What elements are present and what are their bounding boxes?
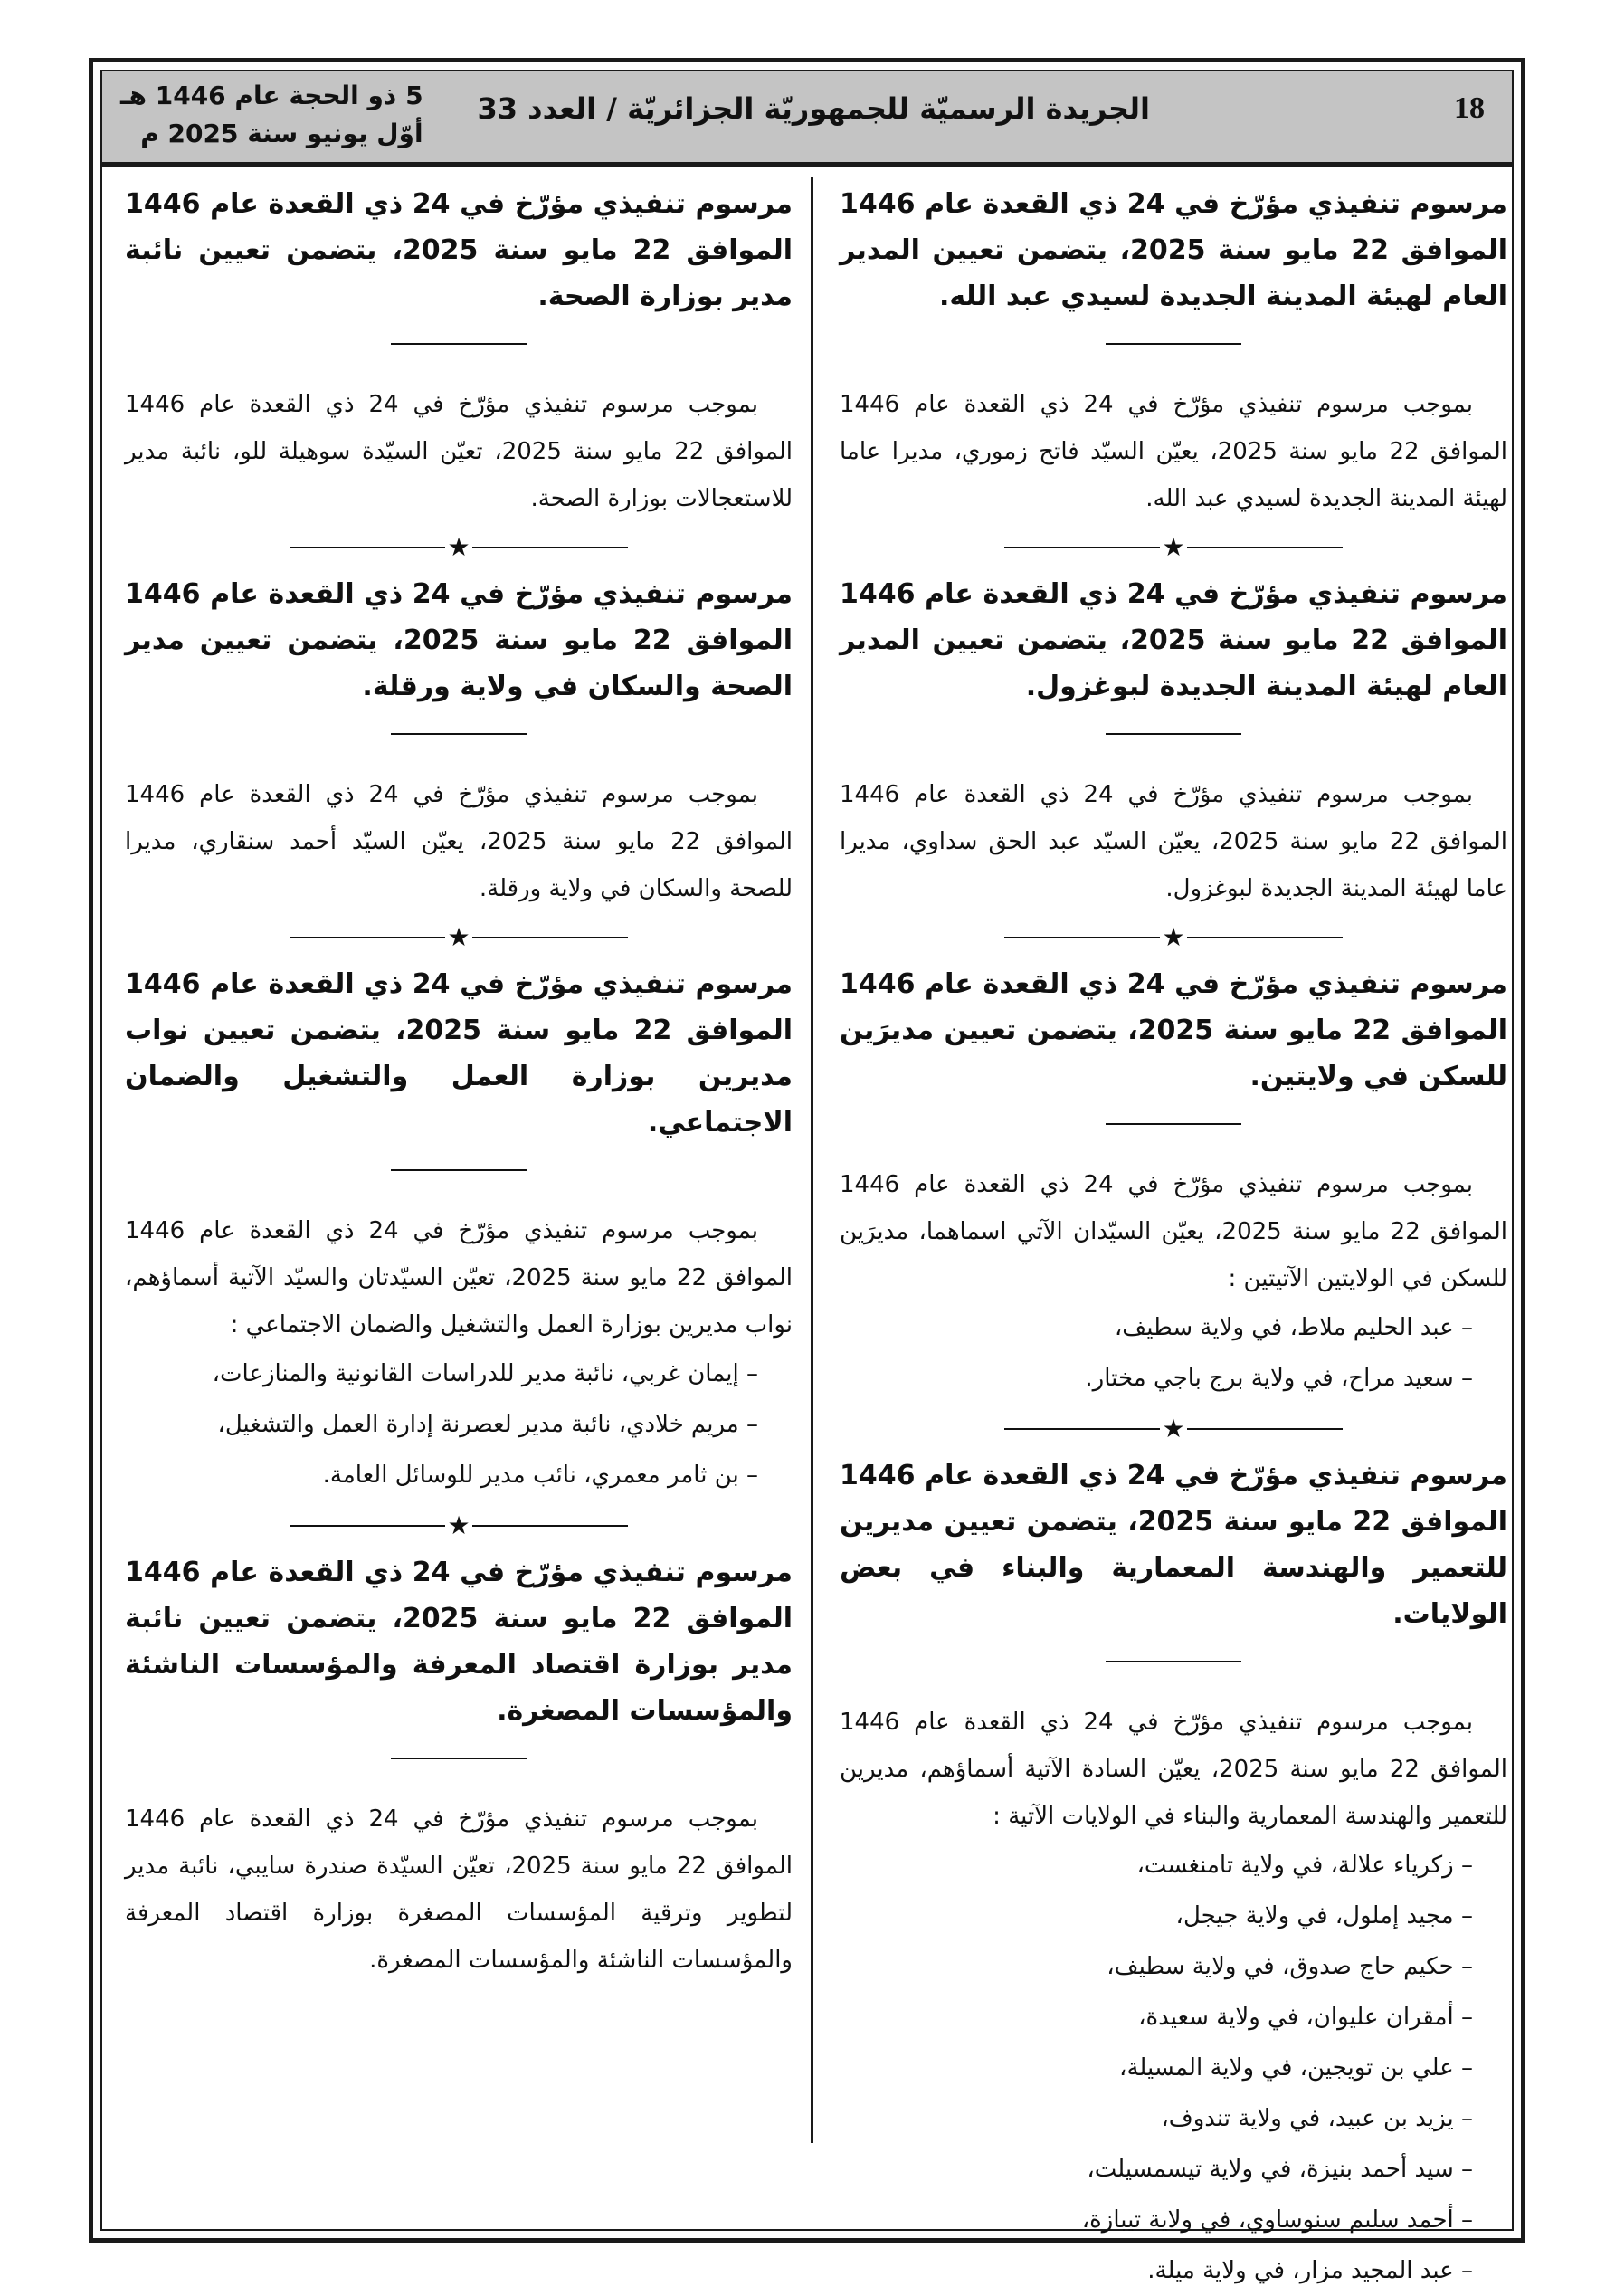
separator-line [1004,937,1160,938]
decree-body: بموجب مرسوم تنفيذي مؤرّخ في 24 ذي القعدة عام 1446 الموافق 22 مايو سنة 2025، تعيّن السيّدة صندرة سايبي، نائبة مدير لتطوير وترقية المؤسسات المصغرة بوزارة اقتصاد المعرفة والمؤسسات الناشئة والمؤسسات المصغرة. [125,1805,793,1974]
appointee-list-item: – سيد أحمد بنيزة، في ولاية تيسمسيلت، [1087,2156,1473,2183]
star-icon: ★ [447,1510,470,1540]
short-separator [391,343,527,345]
appointee-list-item: – علي بن تويجين، في ولاية المسيلة، [1119,2054,1473,2082]
date-hijri: 5 ذو الحجة عام 1446 هـ [120,81,423,110]
separator-line [1187,937,1343,938]
left-column [125,181,793,1984]
separator-line [1004,547,1160,548]
separator-line [1187,1428,1343,1430]
separator-line [290,1525,445,1527]
decree-body: بموجب مرسوم تنفيذي مؤرّخ في 24 ذي القعدة عام 1446 الموافق 22 مايو سنة 2025، تعيّن السيّدتان والسيّد الآتية أسماؤهم، نواب مديرين بوزارة العمل والتشغيل والضمان الاجتماعي : [125,1217,793,1339]
short-separator [391,1169,527,1171]
separator-line [1187,547,1343,548]
date-gregorian: أوّل يونيو سنة 2025 م [140,119,423,148]
decree-heading: مرسوم تنفيذي مؤرّخ في 24 ذي القعدة عام 1446 الموافق 22 مايو سنة 2025، يتضمن تعيين مديرين للتعمير والهندسة المعمارية والبناء في بعض الولايات. [840,1460,1508,1630]
decree-body: بموجب مرسوم تنفيذي مؤرّخ في 24 ذي القعدة عام 1446 الموافق 22 مايو سنة 2025، يعيّن السادة الآتية أسماؤهم، مديرين للتعمير والهندسة المعمارية والبناء في الولايات الآتية : [840,1709,1507,1830]
decree-body: بموجب مرسوم تنفيذي مؤرّخ في 24 ذي القعدة عام 1446 الموافق 22 مايو سنة 2025، يعيّن السيّد عبد الحق سداوي، مديرا عاما لهيئة المدينة الجديدة لبوغزول. [840,781,1507,902]
decree-heading: مرسوم تنفيذي مؤرّخ في 24 ذي القعدة عام 1446 الموافق 22 مايو سنة 2025، يتضمن تعيين نائبة مدير بوزارة اقتصاد المعرفة والمؤسسات الناشئة والمؤسسات المصغرة. [125,1557,793,1727]
star-separator [840,1416,1507,1442]
appointee-list-item: – إيمان غربي، نائبة مدير للدراسات القانونية والمنازعات، [212,1360,758,1387]
star-separator [125,922,793,952]
star-separator [125,1510,793,1540]
short-separator [1106,733,1241,735]
page-number: 18 [1454,91,1485,125]
star-separator [840,922,1507,952]
decree-body: بموجب مرسوم تنفيذي مؤرّخ في 24 ذي القعدة عام 1446 الموافق 22 مايو سنة 2025، يعيّن السيّد فاتح زموري، مديرا عاما لهيئة المدينة الجديدة لسيدي عبد الله. [840,391,1507,512]
page-header [102,71,1512,167]
short-separator [1106,1123,1241,1125]
appointee-list-item: – عبد المجيد مزار، في ولاية ميلة. [1147,2257,1473,2284]
short-separator [391,1758,527,1759]
star-icon: ★ [1162,532,1185,562]
appointee-list-item: – حكيم حاج صدوق، في ولاية سطيف، [1107,1953,1473,1980]
column-divider [811,177,813,2143]
star-separator [125,532,793,562]
star-icon: ★ [1162,922,1185,952]
appointee-list-item: – مجيد إملول، في ولاية جيجل، [1175,1902,1473,1929]
star-icon: ★ [447,922,470,952]
separator-line [290,937,445,938]
decree-heading: مرسوم تنفيذي مؤرّخ في 24 ذي القعدة عام 1446 الموافق 22 مايو سنة 2025، يتضمن تعيين نائبة مدير بوزارة الصحة. [125,188,793,312]
appointee-list-item: – يزيد بن عبيد، في ولاية تندوف، [1161,2105,1473,2132]
appointee-list-item: – أمقران عليوان، في ولاية سعيدة، [1138,2004,1473,2031]
star-separator [840,532,1507,562]
appointee-list-item: – زكرياء علالة، في ولاية تامنغست، [1136,1852,1473,1879]
appointee-list-item: – سعيد مراح، في ولاية برج باجي مختار. [1085,1365,1473,1392]
decree-heading: مرسوم تنفيذي مؤرّخ في 24 ذي القعدة عام 1446 الموافق 22 مايو سنة 2025، يتضمن تعيين المدير العام لهيئة المدينة الجديدة لبوغزول. [840,578,1507,702]
issue-date [120,77,423,153]
star-icon: ★ [1162,1414,1185,1443]
appointee-list-item: – أحمد سليم سنوساوي، في ولاية تيبازة، [1081,2206,1473,2234]
short-separator [391,733,527,735]
right-column [840,181,1507,2296]
separator-line [472,1525,628,1527]
decree-heading: مرسوم تنفيذي مؤرّخ في 24 ذي القعدة عام 1446 الموافق 22 مايو سنة 2025، يتضمن تعيين مديرَين للسكن في ولايتين. [840,968,1508,1092]
separator-line [290,547,445,548]
decree-heading: مرسوم تنفيذي مؤرّخ في 24 ذي القعدة عام 1446 الموافق 22 مايو سنة 2025، يتضمن تعيين نواب مديرين بوزارة العمل والتشغيل والضمان الاجتماعي. [125,968,793,1138]
decree-heading: مرسوم تنفيذي مؤرّخ في 24 ذي القعدة عام 1446 الموافق 22 مايو سنة 2025، يتضمن تعيين مدير الصحة والسكان في ولاية ورقلة. [125,578,793,702]
decree-body: بموجب مرسوم تنفيذي مؤرّخ في 24 ذي القعدة عام 1446 الموافق 22 مايو سنة 2025، تعيّن السيّدة سوهيلة للو، نائبة مدير للاستعجالات بوزارة الصحة. [125,391,793,512]
separator-line [1004,1428,1160,1430]
decree-body: بموجب مرسوم تنفيذي مؤرّخ في 24 ذي القعدة عام 1446 الموافق 22 مايو سنة 2025، يعيّن السيّدان الآتي اسماهما، مديرَين للسكن في الولايتين الآتيتين : [840,1171,1507,1292]
appointee-list-item: – مريم خلادي، نائبة مدير لعصرنة إدارة العمل والتشغيل، [217,1411,758,1438]
separator-line [472,937,628,938]
gazette-title: الجريدة الرسميّة للجمهوريّة الجزائريّة / العدد 33 [477,91,1150,126]
appointee-list-item: – بن ثامر معمري، نائب مدير للوسائل العامة. [322,1462,758,1489]
short-separator [1106,343,1241,345]
separator-line [472,547,628,548]
decree-heading: مرسوم تنفيذي مؤرّخ في 24 ذي القعدة عام 1446 الموافق 22 مايو سنة 2025، يتضمن تعيين المدير العام لهيئة المدينة الجديدة لسيدي عبد الله. [840,188,1507,312]
star-icon: ★ [447,532,470,562]
short-separator [1106,1661,1241,1662]
decree-body: بموجب مرسوم تنفيذي مؤرّخ في 24 ذي القعدة عام 1446 الموافق 22 مايو سنة 2025، يعيّن السيّد أحمد سنقاري، مديرا للصحة والسكان في ولاية ورقلة. [125,781,793,902]
appointee-list-item: – عبد الحليم ملاط، في ولاية سطيف، [1114,1314,1473,1341]
